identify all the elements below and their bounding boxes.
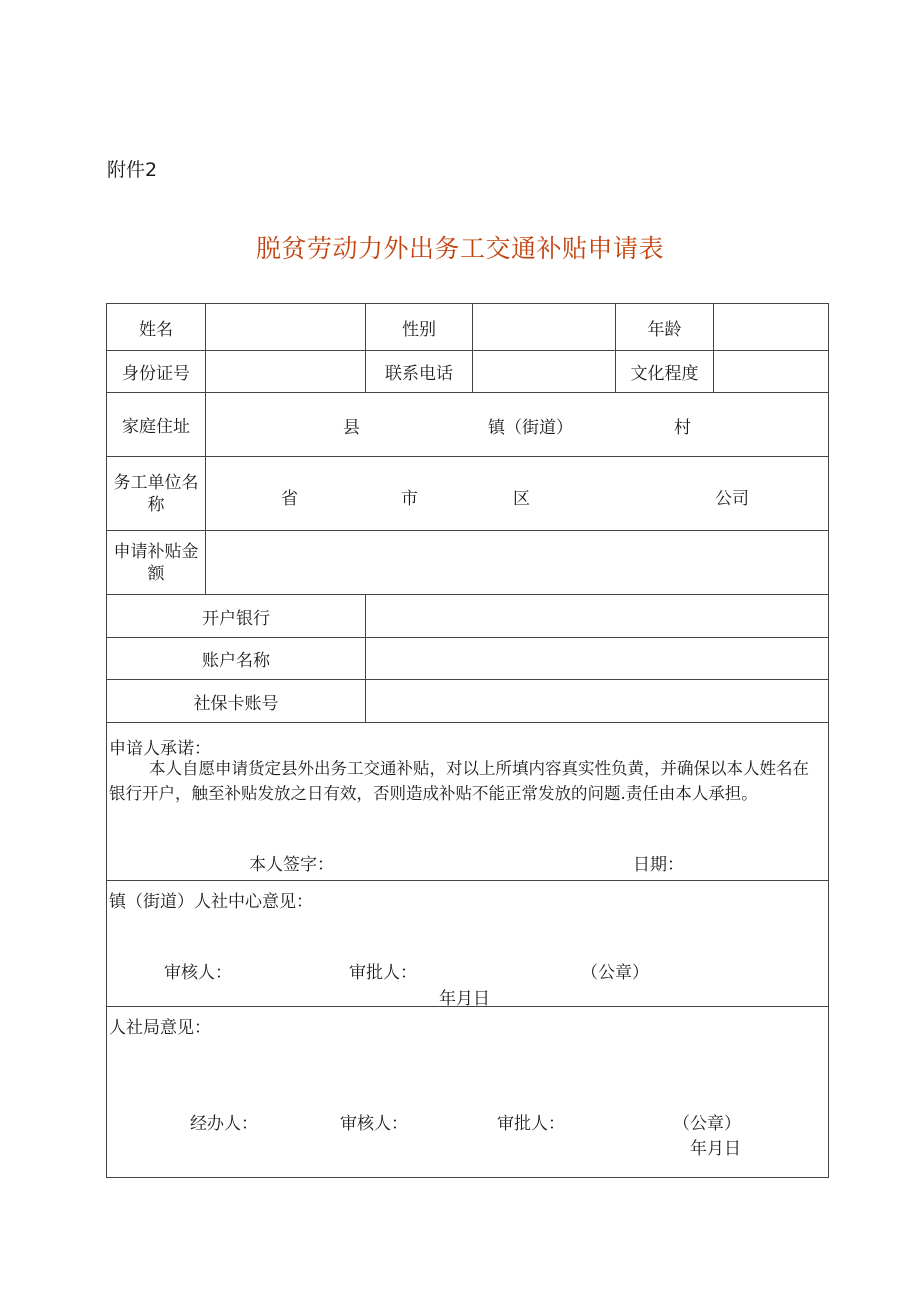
education-label: 文化程度 <box>616 351 714 393</box>
work-city: 市 <box>401 489 418 509</box>
bureau-handler-label: 经办人： <box>190 1114 258 1134</box>
form-row-contact <box>107 351 829 393</box>
pledge-text: 本人自愿申请货定县外出务工交通补贴，对以上所填内容真实性负黄，并确保以本人姓名在银行开户，触至补贴发放之日有效，否则造成补贴不能正常发放的问题.责任由本人承担。 <box>109 759 809 803</box>
bureau-opinion-heading: 人社局意见： <box>109 1018 211 1038</box>
pledge-heading: 申谙人承诺： <box>109 739 211 759</box>
name-field[interactable] <box>206 304 366 351</box>
attachment-label: 附件2 <box>107 159 158 181</box>
address-town: 镇（街道） <box>488 418 573 438</box>
town-approver-label: 审批人： <box>349 963 417 983</box>
age-field[interactable] <box>714 304 829 351</box>
address-county: 县 <box>343 418 360 438</box>
form-row-basic <box>107 304 829 351</box>
name-label: 姓名 <box>107 304 206 351</box>
address-field[interactable] <box>206 393 829 457</box>
form-row-bureau-opinion <box>107 1007 829 1178</box>
amount-field[interactable] <box>206 531 829 595</box>
work-province: 省 <box>281 489 298 509</box>
form-row-work-unit <box>107 457 829 531</box>
phone-label: 联系电话 <box>366 351 473 393</box>
work-unit-field[interactable] <box>206 457 829 531</box>
town-opinion-section <box>107 881 829 1007</box>
bank-field[interactable] <box>366 595 829 638</box>
form-row-card <box>107 680 829 723</box>
pledge-section <box>107 723 829 881</box>
form-row-town-opinion <box>107 881 829 1007</box>
town-reviewer-label: 审核人： <box>164 963 232 983</box>
town-date-label: 年月日 <box>439 989 490 1009</box>
form-row-amount <box>107 531 829 595</box>
gender-label: 性别 <box>366 304 473 351</box>
bureau-opinion-section <box>107 1007 829 1178</box>
application-form <box>106 303 829 1178</box>
form-row-account-name <box>107 638 829 680</box>
page-title: 脱贫劳动力外出务工交通补贴申请表 <box>255 234 664 263</box>
age-label: 年龄 <box>616 304 714 351</box>
account-name-label: 账户名称 <box>107 638 366 680</box>
bureau-reviewer-label: 审核人： <box>340 1114 408 1134</box>
account-name-field[interactable] <box>366 638 829 680</box>
form-row-pledge <box>107 723 829 881</box>
address-label: 家庭住址 <box>107 393 206 457</box>
phone-field[interactable] <box>473 351 616 393</box>
id-number-field[interactable] <box>206 351 366 393</box>
form-row-bank <box>107 595 829 638</box>
bureau-date-label: 年月日 <box>690 1139 741 1159</box>
bureau-approver-label: 审批人： <box>497 1114 565 1134</box>
id-number-label: 身份证号 <box>107 351 206 393</box>
signature-label: 本人签字： <box>249 855 334 875</box>
work-company: 公司 <box>715 489 749 509</box>
bureau-seal-label: （公章） <box>673 1114 741 1134</box>
work-unit-label: 务工单位名称 <box>107 457 206 531</box>
town-opinion-heading: 镇（街道）人社中心意见： <box>109 892 313 912</box>
work-district: 区 <box>513 489 530 509</box>
amount-label: 申请补贴金额 <box>107 531 206 595</box>
education-field[interactable] <box>714 351 829 393</box>
social-card-field[interactable] <box>366 680 829 723</box>
pledge-date-label: 日期： <box>633 855 684 875</box>
bank-label: 开户银行 <box>107 595 366 638</box>
social-card-label: 社保卡账号 <box>107 680 366 723</box>
address-village: 村 <box>674 418 691 438</box>
form-row-address <box>107 393 829 457</box>
gender-field[interactable] <box>473 304 616 351</box>
town-seal-label: （公章） <box>581 963 649 983</box>
